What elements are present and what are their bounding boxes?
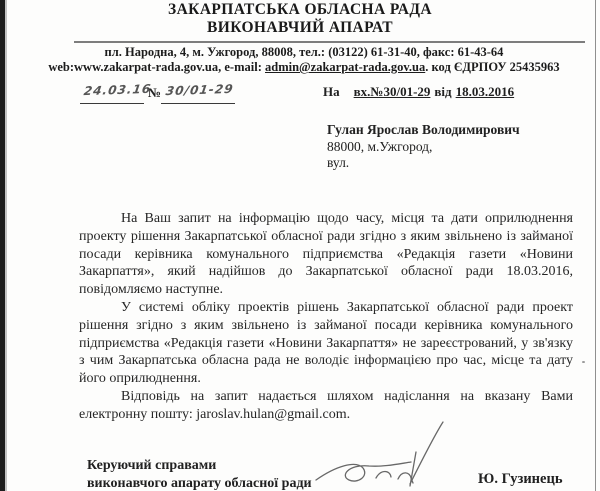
body-paragraph-2: У системі обліку проектів рішень Закарпатської обласної ради проект рішення згідно з яким звільнено із займаної посади керівника комунального підприємства «Редакція газети «Новини Закарпаття» не зареєстрований, у зв'язку з чим Закарпатська обласна рада не володіє інформацією про час, місце та дату його оприлюднення. (79, 299, 573, 387)
body-paragraph-1: На Ваш запит на інформацію щодо часу, місця та дати оприлюднення проекту рішення Закарпатської обласної ради згідно з яким звільнено із займаної посади керівника комунального підприємства «Редакція газети «Новини Закарпаття», який надійшов до Закарпатської обласної ради 18.03.2016, повідомляємо наступне. (79, 211, 573, 298)
scan-right-border (595, 0, 596, 491)
addressee-block (327, 122, 520, 172)
org-name-line2: ВИКОНАВЧИЙ АПАРАТ (207, 19, 393, 36)
letterhead-contacts (48, 45, 560, 75)
outgoing-number-handwritten: 30/01-29 (164, 81, 235, 99)
addressee-street: вул. (327, 155, 350, 170)
signatory-name: Ю. Гузинець (478, 471, 563, 487)
org-name-line1: ЗАКАРПАТСЬКА ОБЛАСНА РАДА (168, 1, 432, 18)
addressee-postal: 88000, м.Ужгород, (327, 138, 433, 154)
org-address-line: пл. Народна, 4, м. Ужгород, 88008, тел.: (03122) 61-31-40, факс: 61-43-64 (104, 45, 504, 59)
letter-body (79, 210, 573, 424)
incoming-ref-number: вх.№30/01-29 (353, 84, 431, 99)
body-paragraph-3: Відповідь на запит надається шляхом надіслання на вказану Вами електронну пошту: jaroslav.hulan@gmail.com. (79, 388, 573, 422)
outgoing-date-handwritten: 24.03.16 (82, 81, 153, 99)
addressee-name: Гулан Ярослав Володимирович (327, 122, 520, 137)
outgoing-number-underline (161, 103, 235, 104)
signatory-title-line2: виконавчого апарату обласної ради (87, 476, 312, 491)
org-web-prefix: web:www.zakarpat-rada.gov.ua, e-mail: (48, 60, 265, 74)
handwritten-signature-icon (312, 418, 464, 491)
incoming-date: 18.03.2016 (455, 84, 515, 99)
scan-speck (582, 361, 585, 363)
outgoing-date-underline (80, 103, 144, 104)
org-email-link: admin@zakarpat-rada.gov.ua (265, 60, 426, 74)
letterhead-title (35, 1, 565, 37)
letterhead-divider (74, 41, 585, 43)
scan-left-border (0, 0, 5, 491)
signatory-title (87, 457, 312, 491)
reply-word: На (323, 84, 340, 99)
org-web-email-line (48, 60, 560, 75)
number-sign: № (148, 85, 162, 100)
signatory-title-line1: Керуючий справами (87, 458, 217, 473)
incoming-reference (323, 84, 514, 100)
from-word: від (434, 84, 452, 99)
org-edrpou: . код ЄДРПОУ 25435963 (425, 60, 560, 74)
